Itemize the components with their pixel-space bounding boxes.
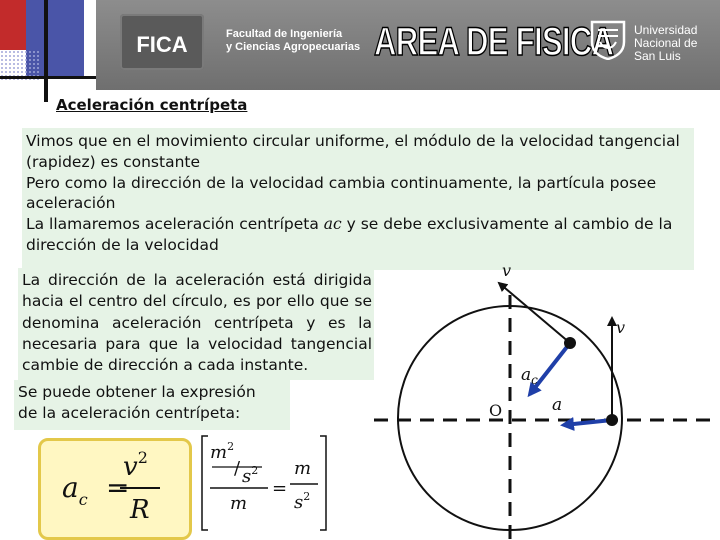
page-title: Aceleración centrípeta — [56, 96, 248, 114]
line-5-post: y se debe exclusivamente al cambio de la — [341, 215, 673, 234]
paragraph-2: La dirección de la aceleración está dirigida hacia el centro del círculo, es por ello que se denomina aceleración centrípeta y es la necesaria para que la velocidad tangencial cambie de dirección a cada instante. — [22, 271, 372, 375]
fica-logo-text: FICA — [136, 32, 188, 57]
units-equals: = — [272, 478, 288, 499]
paragraph-3-line-2: de la aceleración centrípeta: — [18, 404, 241, 422]
paragraph-3 — [18, 382, 290, 424]
label-ac-sub: c — [531, 373, 538, 387]
label-ac-base: a — [521, 365, 532, 385]
paragraph-1-line-1: Vimos que en el movimiento circular uniforme, el módulo de la velocidad tangencial — [26, 132, 680, 150]
units-num-m-exp: 2 — [227, 440, 235, 453]
particle-position-2 — [606, 414, 618, 426]
units-rhs-s-exp: 2 — [303, 490, 311, 503]
paragraph-3-line-1: Se puede obtener la expresión — [18, 383, 256, 401]
units-inner-s-base: s — [242, 466, 252, 487]
particle-position-1 — [564, 337, 576, 349]
university-line-2: Nacional de — [634, 36, 698, 50]
units-inner-s-exp: 2 — [251, 464, 259, 477]
university-line-1: Universidad — [634, 23, 698, 37]
units-num-m-base: m — [210, 442, 228, 463]
university-line-3: San Luis — [634, 49, 681, 63]
units-rhs-s — [294, 490, 310, 513]
circular-motion-diagram — [360, 255, 720, 540]
faculty-line-1: Facultad de Ingeniería — [226, 28, 343, 40]
faculty-line-2: y Ciencias Agropecuarias — [226, 41, 361, 53]
units-num-m — [210, 440, 234, 463]
units-rhs-s-base: s — [294, 492, 304, 513]
corner-red-block — [0, 0, 26, 50]
university-shield-icon — [590, 20, 626, 60]
left-bracket — [202, 436, 208, 530]
paragraph-1-line-6: dirección de la velocidad — [26, 235, 219, 254]
velocity-vector-1 — [499, 283, 570, 343]
centripetal-formula — [38, 438, 192, 540]
paragraph-1-line-5 — [26, 214, 696, 235]
formula-numerator — [123, 448, 148, 482]
paragraph-1-line-2: (rapidez) es constante — [26, 152, 201, 171]
right-bracket — [320, 436, 326, 530]
units-analysis — [195, 430, 335, 536]
units-den-m: m — [230, 493, 248, 514]
label-ac — [521, 365, 538, 387]
area-title: AREA DE FISICA — [374, 20, 614, 64]
label-origin: O — [489, 401, 503, 420]
paragraph-1-line-3: Pero como la dirección de la velocidad cambia continuamente, la partícula posee — [26, 173, 657, 192]
ac-variable: ac — [323, 215, 342, 234]
units-rhs-m: m — [294, 458, 312, 479]
units-inner-slash: / — [234, 458, 241, 479]
formula-lhs-base: a — [62, 471, 79, 504]
paragraph-1 — [26, 131, 696, 256]
formula-lhs — [62, 471, 88, 509]
units-inner-s — [242, 464, 258, 487]
formula-denominator: R — [130, 495, 150, 525]
formula-numerator-exp: 2 — [137, 448, 148, 467]
formula-lhs-sub: c — [78, 490, 88, 509]
formula-numerator-base: v — [123, 452, 138, 482]
formula-equals: = — [106, 471, 130, 504]
label-v-right: v — [616, 318, 626, 337]
corner-vertical-line — [44, 0, 48, 102]
faculty-name — [226, 28, 360, 54]
line-5-pre: La llamaremos aceleración centrípeta — [26, 215, 324, 234]
label-a: a — [552, 395, 563, 415]
label-v-top: v — [502, 261, 512, 280]
paragraph-1-line-4: aceleración — [26, 194, 116, 213]
university-name — [634, 24, 697, 63]
